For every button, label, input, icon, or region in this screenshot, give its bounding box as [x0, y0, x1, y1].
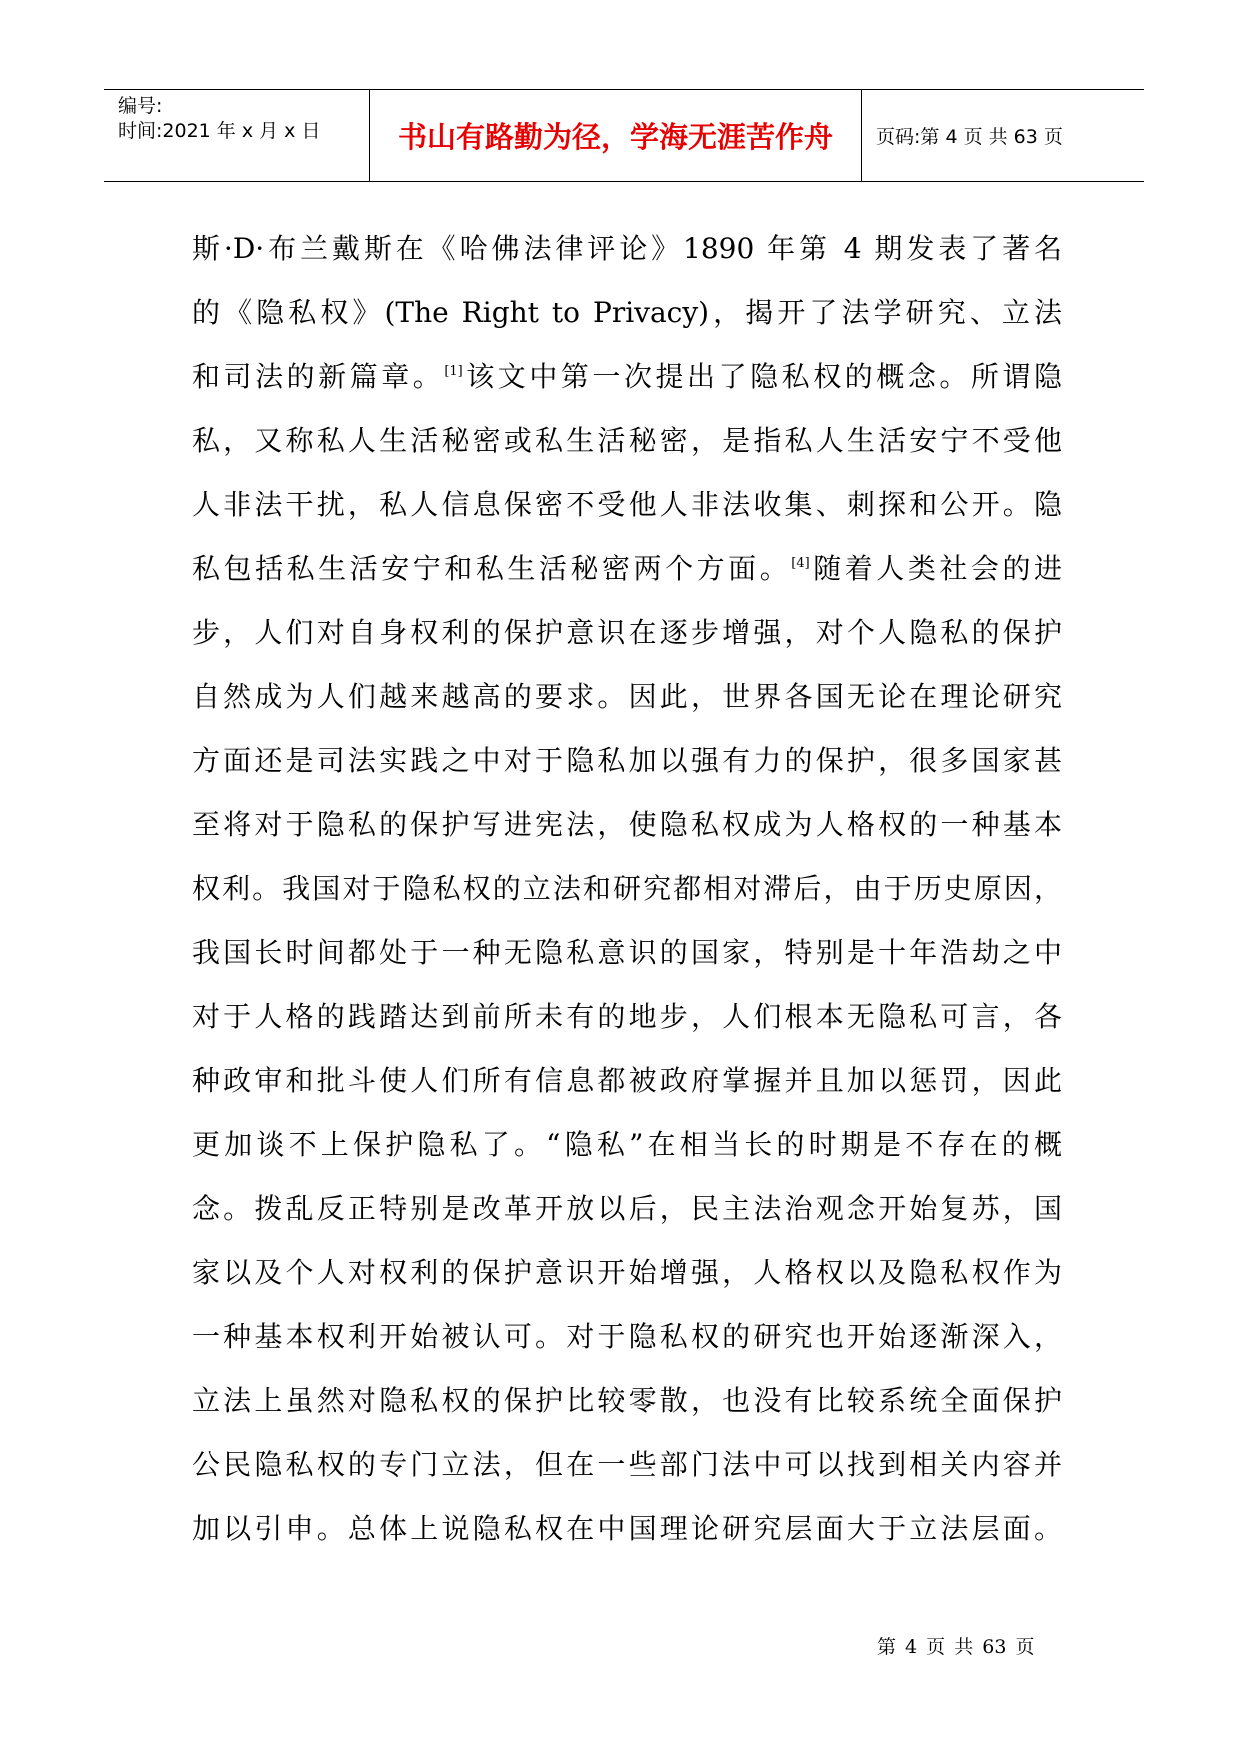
text-line	[192, 409, 1062, 473]
document-time-label: 时间:2021 年 x 月 x 日	[118, 120, 321, 142]
text-line	[192, 793, 1062, 857]
citation-reference: [1]	[444, 364, 463, 379]
text-segment: 人非法干扰，私人信息保密不受他人非法收集、刺探和公开。隐	[192, 488, 1062, 521]
header-page-number: 页码:第 4 页 共 63 页	[876, 126, 1063, 148]
citation-reference: [4]	[791, 556, 810, 571]
text-line	[192, 1241, 1062, 1305]
text-segment: 自然成为人们越来越高的要求。因此，世界各国无论在理论研究	[192, 680, 1062, 713]
header-divider-right	[861, 90, 862, 181]
text-line	[192, 1177, 1062, 1241]
text-line	[192, 1305, 1062, 1369]
text-segment: 我国长时间都处于一种无隐私意识的国家，特别是十年浩劫之中	[192, 936, 1062, 969]
text-line	[192, 537, 1062, 601]
text-segment: 权利。我国对于隐私权的立法和研究都相对滞后，由于历史原因，	[192, 872, 1062, 905]
text-segment: 立法上虽然对隐私权的保护比较零散，也没有比较系统全面保护	[192, 1384, 1062, 1417]
text-segment: 种政审和批斗使人们所有信息都被政府掌握并且加以惩罚，因此	[192, 1064, 1062, 1097]
text-segment: 的《隐私权》(The Right to Privacy)，揭开了法学研究、立法	[192, 296, 1062, 329]
text-line	[192, 1369, 1062, 1433]
text-segment: 家以及个人对权利的保护意识开始增强，人格权以及隐私权作为	[192, 1256, 1062, 1289]
text-segment: 私包括私生活安宁和私生活秘密两个方面。	[192, 552, 792, 585]
text-segment: 加以引申。总体上说隐私权在中国理论研究层面大于立法层面。	[192, 1512, 1062, 1545]
text-segment: 念。拨乱反正特别是改革开放以后，民主法治观念开始复苏，国	[192, 1192, 1062, 1225]
text-line	[192, 1433, 1062, 1497]
document-number-label: 编号:	[118, 95, 163, 117]
text-line	[192, 665, 1062, 729]
text-segment: 公民隐私权的专门立法，但在一些部门法中可以找到相关内容并	[192, 1448, 1062, 1481]
text-segment: 随着人类社会的进	[809, 552, 1062, 585]
text-line	[192, 857, 1062, 921]
header-motto: 书山有路勤为径，学海无涯苦作舟	[397, 120, 833, 154]
text-line	[192, 473, 1062, 537]
text-line	[192, 985, 1062, 1049]
text-segment: 方面还是司法实践之中对于隐私加以强有力的保护，很多国家甚	[192, 744, 1062, 777]
text-segment: 步，人们对自身权利的保护意识在逐步增强，对个人隐私的保护	[192, 616, 1062, 649]
text-line	[192, 1049, 1062, 1113]
text-segment: 对于人格的践踏达到前所未有的地步，人们根本无隐私可言，各	[192, 1000, 1062, 1033]
text-line	[192, 1113, 1062, 1177]
text-line	[192, 729, 1062, 793]
text-line	[192, 601, 1062, 665]
text-segment: 斯·D·布兰戴斯在《哈佛法律评论》1890 年第 4 期发表了著名	[192, 232, 1062, 265]
text-segment: 更加谈不上保护隐私了。“隐私”在相当长的时期是不存在的概	[192, 1128, 1062, 1161]
text-line	[192, 217, 1062, 281]
footer-page-number: 第 4 页 共 63 页	[877, 1636, 1035, 1658]
text-line	[192, 1497, 1062, 1561]
text-segment: 至将对于隐私的保护写进宪法，使隐私权成为人格权的一种基本	[192, 808, 1062, 841]
page-header	[104, 89, 1144, 182]
text-line	[192, 921, 1062, 985]
text-segment: 该文中第一次提出了隐私权的概念。所谓隐	[462, 360, 1062, 393]
text-segment: 一种基本权利开始被认可。对于隐私权的研究也开始逐渐深入，	[192, 1320, 1062, 1353]
text-line	[192, 281, 1062, 345]
text-line	[192, 345, 1062, 409]
text-segment: 私，又称私人生活秘密或私生活秘密，是指私人生活安宁不受他	[192, 424, 1062, 457]
text-segment: 和司法的新篇章。	[192, 360, 445, 393]
body-paragraph	[192, 217, 1062, 1561]
